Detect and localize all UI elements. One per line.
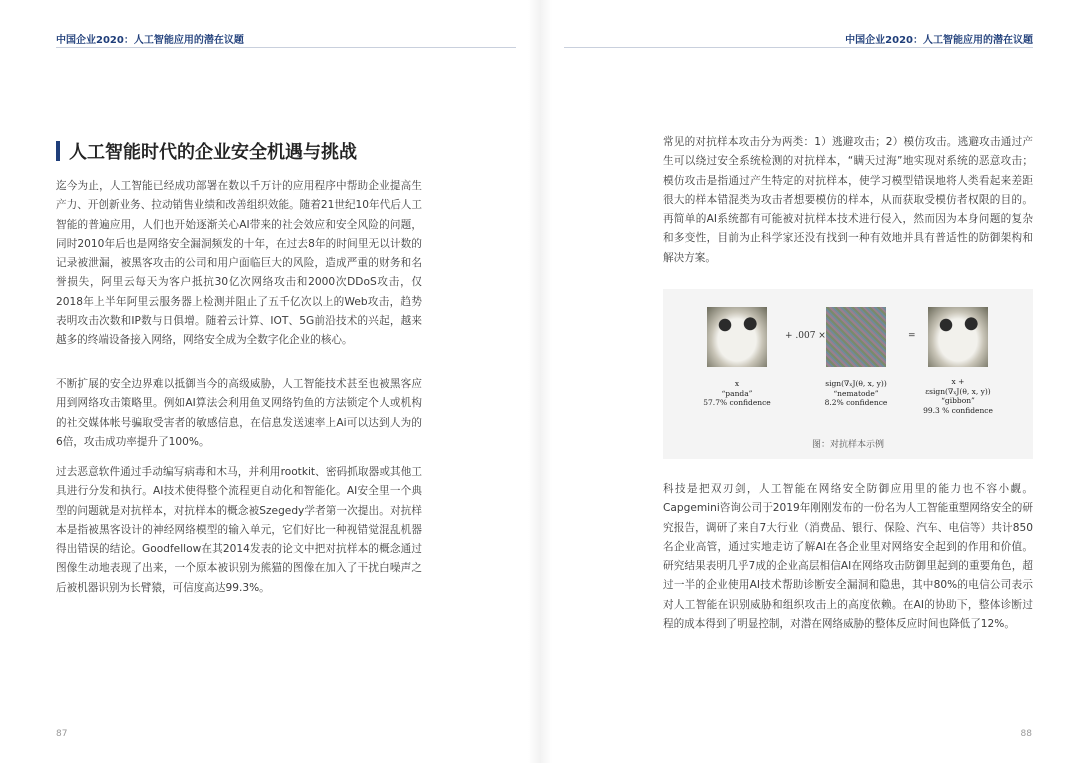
paragraph-text: 过去恶意软件通过手动编写病毒和木马，并利用rootkit、密码抓取器或其他工具进行分发和执行。AI技术使得整个流程更自动化和智能化。AI安全里一个典型的问题就是对抗样本，对抗样本的概念被Szegedy学者第一次提出。对抗样本是指被黑客设计的神经网络模型的输入单元，它们好比一种视错觉混乱机器得出错误的结论。Goodfellow在其2014发表的论文中把对抗样本的概念通过图像生动地表现了出来，一个原本被识别为熊猫的图像在加入了干扰白噪声之后被机器识别为长臂猿，可信度高达99.3%。 — [56, 466, 422, 594]
paragraph-text: 科技是把双刃剑，人工智能在网络安全防御应用里的能力也不容小觑。Capgemini咨询公司于2019年刚刚发布的一份名为人工智能重塑网络安全的研究报告，调研了来自7大行业（消费品、银行、保险、汽车、电信等）共计850名企业高管，通过实地走访了解AI在各企业里对网络安全起到的作用和价值。研究结果表明几乎7成的企业高层相信AI在网络攻击防御里起到的重要角色，超过一半的企业使用AI技术帮助诊断安全漏洞和隐患，其中80%的电信公司表示对人工智能在识别威胁和组织攻击上的高度依赖。在AI的协助下，整体诊断过程的成本得到了明显控制，对潜在网络威胁的整体反应时间也降低了12%。 — [663, 483, 1033, 631]
right-paragraph-2 — [663, 480, 1033, 634]
figure-caption: 图：对抗样本示例 — [811, 440, 884, 450]
paragraph-text: 迄今为止，人工智能已经成功部署在数以千万计的应用程序中帮助企业提高生产力、开创新业务、拉动销售业绩和改善组织效能。随着21世纪10年代后人工智能的普遍应用，人们也开始逐渐关心AI带来的社会效应和安全风险的问题，同时2010年后也是网络安全漏洞频发的十年，在过去8年的时间里无以计数的记录被泄漏，被黑客攻击的公司和用户面临巨大的风险，造成严重的财务和名誉损失，阿里云每天为客户抵抗30亿次网络攻击和2000次DDoS攻击，仅2018年上半年阿里云服务器上检测并阻止了五千亿次以上的Web攻击，趋势表明攻击次数和IP数与日俱增。随着云计算、IOT、5G前沿技术的兴起，越来越多的终端设备接入网络，网络安全成为全数字化企业的核心。 — [56, 180, 422, 347]
figure-operator-plus: + .007 × — [785, 331, 826, 341]
left-paragraph-2 — [56, 375, 422, 452]
left-paragraph-3 — [56, 463, 422, 598]
page-number-right: 88 — [1020, 729, 1032, 739]
left-paragraph-1 — [56, 177, 422, 351]
figure-label-panda: x “panda” 57.7% confidence — [703, 379, 771, 407]
page-number-left: 87 — [56, 729, 68, 739]
adversarial-example-figure — [663, 289, 1033, 459]
paragraph-text: 不断扩展的安全边界难以抵御当今的高级威胁，人工智能技术甚至也被黑客应用到网络攻击策略里。例如AI算法会利用鱼叉网络钓鱼的方法锁定个人或机构的社交媒体帐号骗取受害者的敏感信息，在信息发送速率上Ai可以达到人为的6倍，攻击成功率提升了100%。 — [56, 378, 422, 448]
noise-image — [826, 307, 886, 367]
section-title-text: 人工智能时代的企业安全机遇与挑战 — [69, 142, 357, 163]
header-rule-left — [56, 47, 516, 48]
running-head-right: 中国企业2020：人工智能应用的潜在议题 — [845, 35, 1033, 46]
running-head-left: 中国企业2020：人工智能应用的潜在议题 — [56, 35, 244, 46]
header-rule-right — [564, 47, 1033, 48]
paragraph-text: 常见的对抗样本攻击分为两类：1）逃避攻击；2）模仿攻击。逃避攻击通过产生可以绕过安全系统检测的对抗样本，“瞒天过海”地实现对系统的恶意攻击；模仿攻击是指通过产生特定的对抗样本，使学习模型错误地将人类看起来差距很大的样本错混类为攻击者想要模仿的样本，从而获取受模仿者权限的目的。再简单的AI系统都有可能被对抗样本技术进行侵入，然而因为本身问题的复杂和多变性，目前为止科学家还没有找到一种有效地并具有普适性的防御架构和解决方案。 — [663, 136, 1033, 264]
gibbon-classified-image — [928, 307, 988, 367]
panda-image — [707, 307, 767, 367]
figure-label-nematode: sign(∇ₓJ(θ, x, y)) “nematode” 8.2% confidence — [824, 379, 888, 407]
right-paragraph-1 — [663, 133, 1033, 268]
figure-operator-equals: = — [908, 331, 916, 341]
figure-label-gibbon: x + εsign(∇ₓJ(θ, x, y)) “gibbon” 99.3 % confidence — [923, 377, 993, 415]
title-accent-bar — [56, 141, 60, 161]
section-title — [56, 138, 357, 164]
book-spine — [528, 0, 552, 763]
